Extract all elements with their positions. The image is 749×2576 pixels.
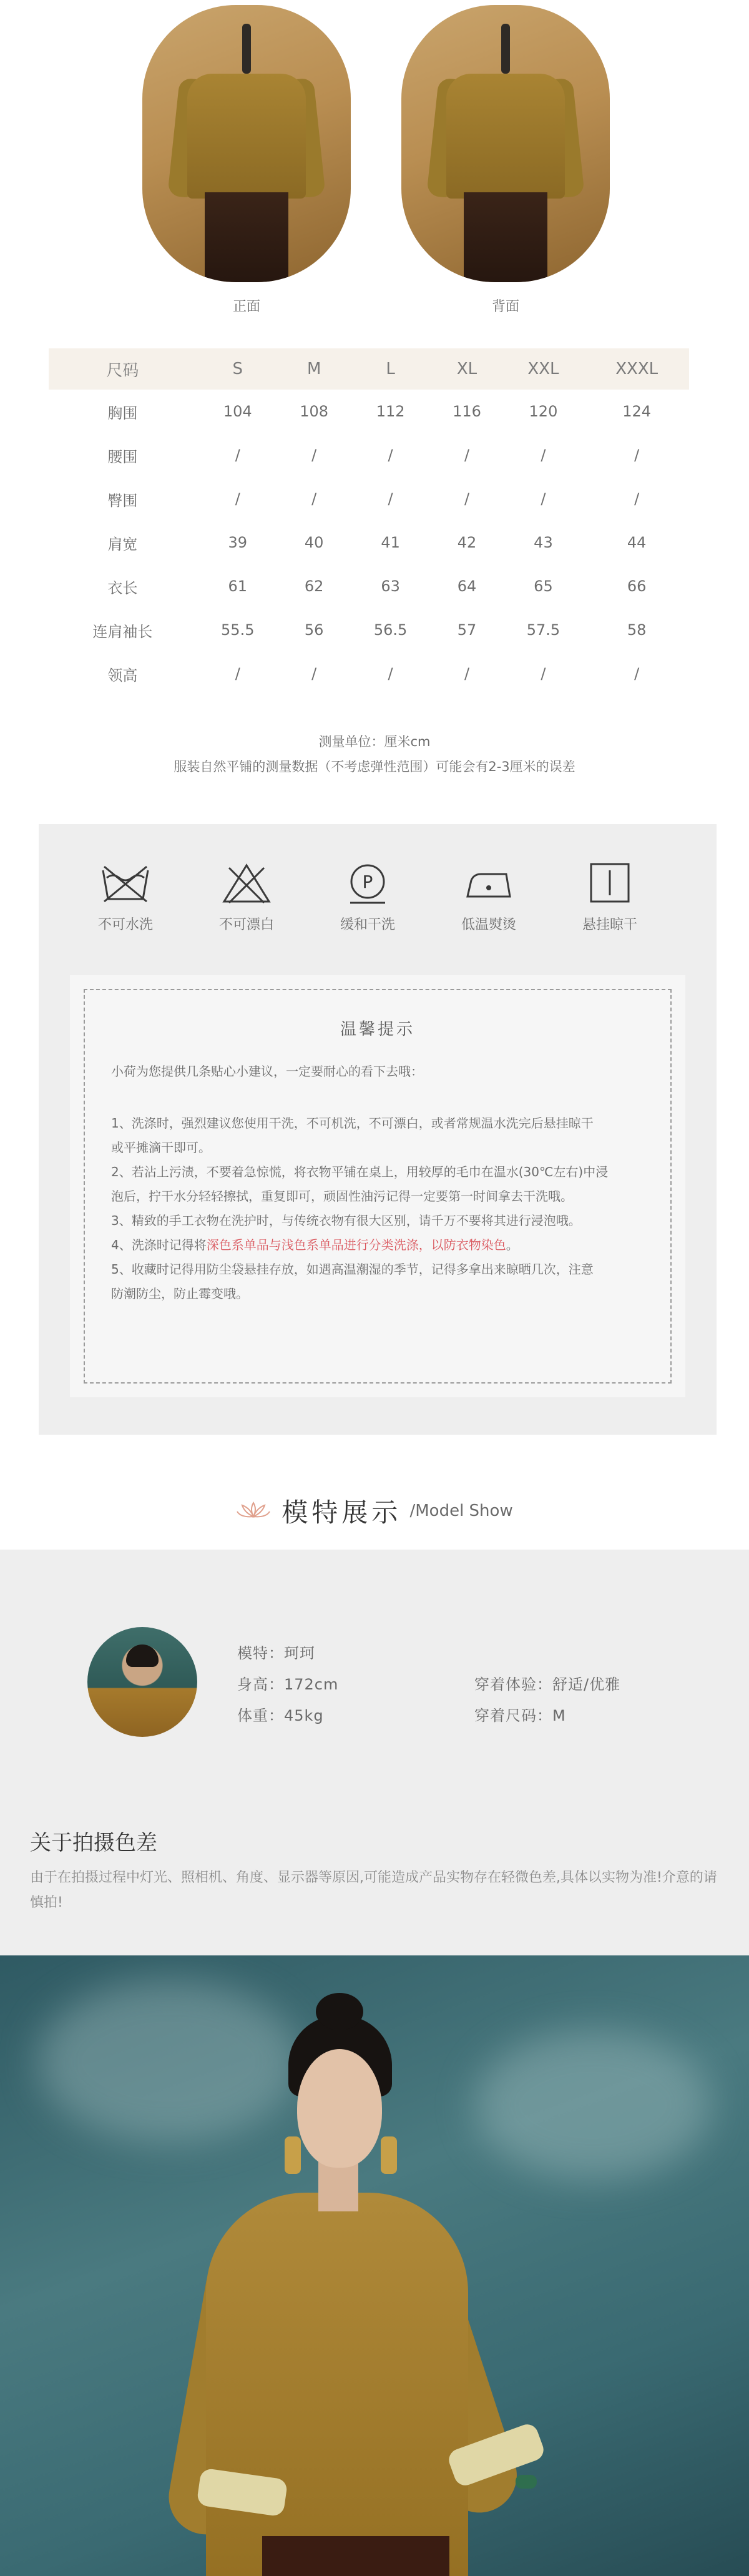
table-cell: 120: [529, 403, 558, 420]
table-cell: /: [388, 665, 393, 682]
table-cell: 55.5: [221, 621, 255, 639]
table-cell: 112: [376, 403, 405, 420]
tips-title: 温馨提示: [340, 1020, 415, 1039]
table-cell: 65: [534, 578, 553, 595]
header-cell: XXXL: [584, 348, 689, 390]
care-item: [197, 862, 296, 933]
unit-note: 测量单位：厘米cm: [318, 734, 431, 749]
care-label: 不可水洗: [97, 917, 153, 933]
table-cell: /: [235, 490, 240, 508]
model-info-section: [0, 1550, 749, 1955]
table-cell: 57.5: [526, 621, 561, 639]
tip-line: 1、洗涤时，强烈建议您使用干洗，不可机洗，不可漂白，或者常规温水洗完后悬挂晾干: [111, 1116, 594, 1131]
table-cell: /: [634, 490, 640, 508]
table-cell: /: [388, 446, 393, 464]
model-height: 身高：172cm: [237, 1676, 339, 1693]
table-cell: /: [235, 665, 240, 682]
table-cell: /: [388, 490, 393, 508]
product-views: [0, 0, 749, 325]
tip-line: 3、精致的手工衣物在洗护时，与传统衣物有很大区别，请千万不要将其进行浸泡哦。: [111, 1213, 581, 1228]
front-view-image: [142, 5, 351, 282]
tip-text: 4、洗涤时记得将: [111, 1237, 207, 1252]
table-cell: /: [464, 490, 470, 508]
table-cell: 56.5: [373, 621, 408, 639]
tips-list: [111, 1111, 660, 1306]
care-item: [76, 862, 175, 933]
care-item: [318, 862, 418, 933]
table-cell: /: [541, 446, 546, 464]
color-note-body: 由于在拍摄过程中灯光、照相机、角度、显示器等原因,可能造成产品实物存在轻微色差,具体以实物为准!介意的请慎拍!: [30, 1870, 717, 1910]
table-cell: 44: [627, 534, 647, 551]
lotus-icon: [236, 1500, 271, 1522]
row-label: 衣长: [107, 579, 138, 597]
care-label: 悬挂晾干: [582, 917, 637, 933]
table-cell: 61: [228, 578, 248, 595]
row-label: 肩宽: [107, 535, 138, 553]
care-label: 不可漂白: [218, 917, 274, 933]
size-table: [49, 348, 689, 696]
hang-dry-icon: [560, 862, 660, 905]
table-cell: 104: [223, 403, 252, 420]
table-cell: /: [464, 665, 470, 682]
table-row: [49, 433, 689, 477]
row-label: 腰围: [107, 448, 138, 466]
color-note-heading: 关于拍摄色差: [30, 1831, 157, 1856]
table-cell: /: [634, 446, 640, 464]
model-weight: 体重：45kg: [237, 1707, 324, 1724]
table-cell: 57: [457, 621, 477, 639]
back-view-label: 背面: [491, 299, 519, 315]
table-cell: /: [541, 665, 546, 682]
table-cell: 43: [534, 534, 553, 551]
tip-line: 5、收藏时记得用防尘袋悬挂存放，如遇高温潮湿的季节，记得多拿出来晾晒几次，注意: [111, 1262, 594, 1277]
table-cell: 39: [228, 534, 248, 551]
row-label: 领高: [107, 666, 138, 684]
table-cell: 124: [622, 403, 652, 420]
model-experience: 穿着体验：舒适/优雅: [474, 1676, 621, 1693]
back-view-image: [401, 5, 610, 282]
tip-line: 防潮防尘，防止霉变哦。: [111, 1286, 248, 1301]
table-cell: 62: [304, 578, 324, 595]
header-cell: XXL: [502, 348, 585, 390]
table-cell: 40: [304, 534, 324, 551]
care-label: 缓和干洗: [340, 917, 395, 933]
care-section: [39, 824, 717, 1435]
tip-line: 泡后，拧干水分轻轻擦拭，重复即可，顽固性油污记得一定要第一时间拿去干洗哦。: [111, 1189, 573, 1204]
tip-line: 2、若沾上污渍，不要着急惊慌，将衣物平铺在桌上，用较厚的毛巾在温水(30℃左右)中浸: [111, 1164, 609, 1179]
table-cell: 108: [300, 403, 329, 420]
table-cell: /: [311, 446, 317, 464]
row-label: 连肩袖长: [92, 622, 153, 641]
table-cell: 66: [627, 578, 647, 595]
table-cell: /: [235, 446, 240, 464]
table-cell: /: [311, 665, 317, 682]
front-view-label: 正面: [232, 299, 260, 315]
no-machine-wash-icon: [76, 862, 175, 905]
header-cell: 尺码: [49, 348, 197, 390]
table-cell: /: [541, 490, 546, 508]
model-show-title-cn: 模特展示: [281, 1497, 402, 1528]
row-label: 胸围: [107, 404, 138, 422]
gentle-dry-clean-icon: [318, 862, 418, 905]
error-note: 服装自然平铺的测量数据（不考虑弹性范围）可能会有2-3厘米的误差: [174, 759, 575, 774]
table-cell: /: [311, 490, 317, 508]
table-cell: 41: [381, 534, 400, 551]
svg-text:P: P: [362, 872, 373, 892]
low-temp-iron-icon: [439, 862, 539, 905]
table-cell: /: [464, 446, 470, 464]
row-label: 臀围: [107, 491, 138, 509]
tip-text: 。: [506, 1237, 519, 1252]
tip-line: [111, 1233, 660, 1257]
table-cell: 58: [627, 621, 647, 639]
table-cell: 116: [453, 403, 481, 420]
tips-intro: 小荷为您提供几条贴心小建议，一定要耐心的看下去哦：: [111, 1064, 423, 1079]
model-show-title-en: /Model Show: [409, 1502, 513, 1520]
tip-line: 或平摊滴干即可。: [111, 1140, 211, 1155]
tip-highlight: 深色系单品与浅色系单品进行分类洗涤，以防衣物染色: [206, 1237, 506, 1252]
table-row: [49, 652, 689, 696]
header-cell: L: [350, 348, 432, 390]
table-row: [49, 521, 689, 564]
header-cell: M: [279, 348, 350, 390]
model-avatar: [87, 1627, 197, 1737]
header-cell: S: [197, 348, 279, 390]
table-row: [49, 608, 689, 652]
table-row: [49, 477, 689, 521]
tips-border: [84, 989, 672, 1384]
model-name: 模特：珂珂: [237, 1644, 315, 1662]
model-size: 穿着尺码：M: [474, 1707, 566, 1724]
model-show-title: [0, 1492, 749, 1530]
tips-panel: [70, 975, 685, 1397]
table-row: [49, 564, 689, 608]
table-cell: 42: [457, 534, 477, 551]
table-row: [49, 390, 689, 433]
size-table-header: [49, 348, 689, 390]
no-bleach-icon: [197, 862, 296, 905]
table-cell: 63: [381, 578, 400, 595]
care-item: [439, 862, 539, 933]
care-item: [560, 862, 660, 933]
header-cell: XL: [432, 348, 502, 390]
table-cell: /: [634, 665, 640, 682]
model-photo: [0, 1955, 749, 2576]
table-cell: 64: [457, 578, 477, 595]
care-icons: [39, 862, 717, 955]
care-label: 低温熨烫: [461, 917, 516, 933]
table-cell: 56: [304, 621, 324, 639]
